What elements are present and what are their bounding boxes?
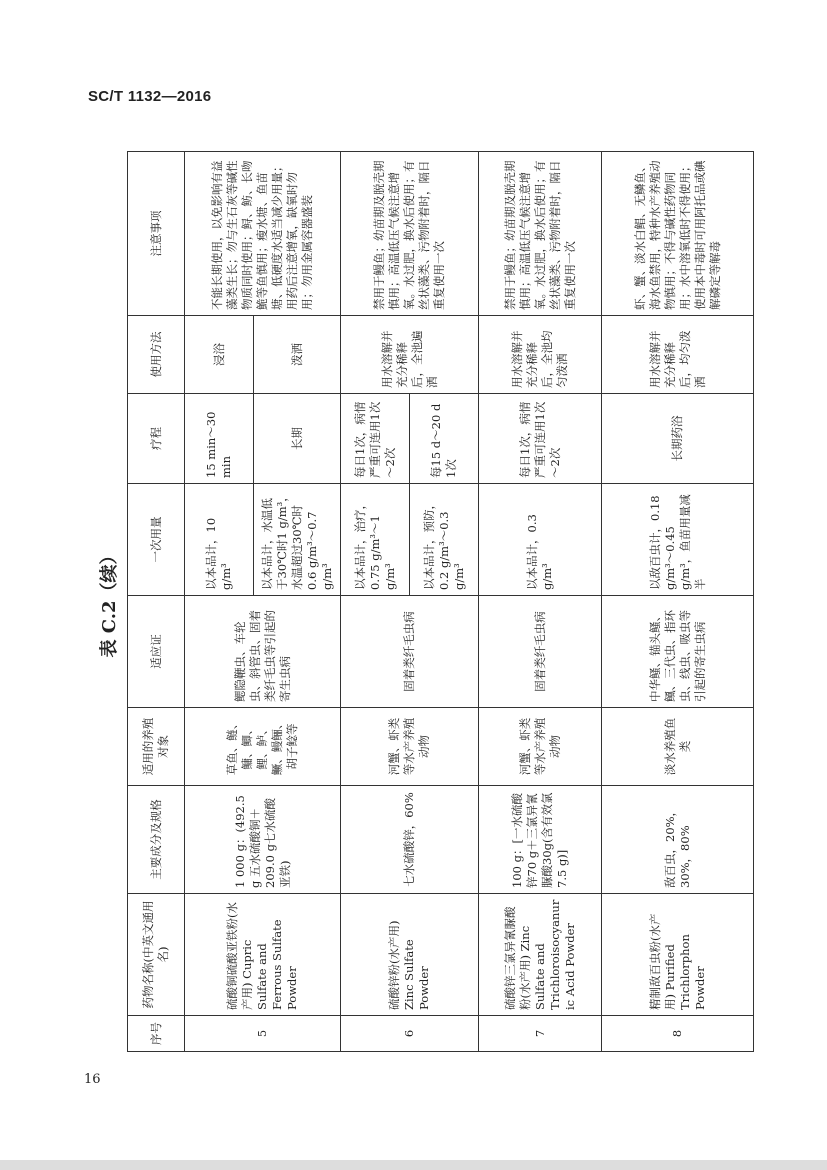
cell-name: 精制敌百虫粉(水产用) Purified Trichlorphon Powder [602, 894, 754, 1016]
col-header-composition: 主要成分及规格 [128, 786, 185, 894]
cell-indication: 固着类纤毛虫病 [479, 596, 602, 708]
cell-dose: 以本品计，水温低于30℃时1 g/m³，水温超过30℃时0.6 g/m³～0.7 g/m³ [254, 484, 341, 596]
table-header-row [128, 152, 185, 1052]
cell-no: 8 [602, 1016, 754, 1052]
col-header-notes: 注意事项 [128, 152, 185, 316]
cell-course: 每日1次，病情严重可连用1次～2次 [341, 394, 410, 484]
cell-dose: 以敌百虫计，0.18 g/m³～0.45 g/m³，鱼苗用量减半 [602, 484, 754, 596]
table-row [479, 152, 602, 1052]
table-title: 表 C.2（续） [99, 546, 120, 658]
col-header-dose: 一次用量 [128, 484, 185, 596]
cell-course: 每15 d～20 d 1次 [410, 394, 479, 484]
cell-course: 长期 [254, 394, 341, 484]
cell-no: 5 [185, 1016, 341, 1052]
cell-notes: 禁用于鳗鱼；幼苗期及脱壳期慎用；高温低压气候注意增氧。水过肥，换水后使用；有丝状藻类、污物附着时，隔日重复使用一次 [341, 152, 479, 316]
cell-target: 淡水养殖鱼类 [602, 708, 754, 786]
cell-method: 用水溶解并充分稀释后，全池遍洒 [341, 316, 479, 394]
cell-no: 6 [341, 1016, 479, 1052]
cell-course: 每日1次，病情严重可连用1次～2次 [479, 394, 602, 484]
cell-dose: 以本品计，预防，0.2 g/m³～0.3 g/m³ [410, 484, 479, 596]
col-header-course: 疗程 [128, 394, 185, 484]
col-header-name: 药物名称(中英文通用名) [128, 894, 185, 1016]
col-header-target: 适用的养殖对象 [128, 708, 185, 786]
cell-course: 15 min～30 min [185, 394, 254, 484]
table-row [185, 152, 254, 1052]
cell-method: 用水溶解并充分稀释后，全池均匀泼洒 [479, 316, 602, 394]
cell-method: 浸浴 [185, 316, 254, 394]
bottom-divider [0, 1160, 827, 1170]
cell-target: 草鱼、鲢、鳙、鲫、鲤、鲈、鳜、鳗鲡、胡子鲶等 [185, 708, 341, 786]
cell-name: 硫酸锌三氯异氰脲酸粉(水产用) Zinc Sulfate and Trichloroisocyanuric Acid Powder [479, 894, 602, 1016]
drug-table [127, 151, 754, 1052]
cell-composition: 敌百虫，20%，30%，80% [602, 786, 754, 894]
table-row [341, 152, 410, 1052]
cell-target: 河蟹、虾类等水产养殖动物 [479, 708, 602, 786]
cell-course: 长期药浴 [602, 394, 754, 484]
cell-dose: 以本品计，0.3 g/m³ [479, 484, 602, 596]
cell-name: 硫酸铜硫酸亚铁粉(水产用) Cupric Sulfate and Ferrous Sulfate Powder [185, 894, 341, 1016]
cell-target: 河蟹、虾类等水产养殖动物 [341, 708, 479, 786]
rotated-table-area [97, 152, 747, 1052]
cell-composition: 七水硫酸锌，60% [341, 786, 479, 894]
col-header-method: 使用方法 [128, 316, 185, 394]
cell-indication: 中华鳋、锚头鳋、鲺、三代虫、指环虫、线虫、吸虫等引起的寄生虫病 [602, 596, 754, 708]
page-number: 16 [84, 1072, 101, 1087]
col-header-indication: 适应证 [128, 596, 185, 708]
cell-dose: 以本品计，治疗，0.75 g/m³～1 g/m³ [341, 484, 410, 596]
table-row [602, 152, 754, 1052]
cell-indication: 鳃隐鞭虫、车轮虫、斜管虫、固着类纤毛虫等引起的寄生虫病 [185, 596, 341, 708]
cell-notes: 不能长期使用，以免影响有益藻类生长；勿与生石灰等碱性物质同时使用；鲟、鲂、长吻鮠等鱼慎用；瘦水塘、鱼苗塘、低硬度水适当减少用量；用药后注意增氧，缺氧时勿用；勿用金属容器盛装 [185, 152, 341, 316]
cell-name: 硫酸锌粉(水产用) Zinc Sulfate Powder [341, 894, 479, 1016]
cell-indication: 固着类纤毛虫病 [341, 596, 479, 708]
cell-no: 7 [479, 1016, 602, 1052]
standard-code-header: SC/T 1132—2016 [88, 88, 212, 105]
cell-dose: 以本品计，10 g/m³ [185, 484, 254, 596]
cell-method: 泼洒 [254, 316, 341, 394]
cell-composition: 1 000 g：(492.5 g 五水硫酸铜＋209.0 g七水硫酸亚铁) [185, 786, 341, 894]
cell-notes: 禁用于鳗鱼；幼苗期及脱壳期慎用；高温低压气候注意增氧。水过肥，换水后使用；有丝状藻类、污物附着时，隔日重复使用一次 [479, 152, 602, 316]
cell-method: 用水溶解并充分稀释后，均匀泼洒 [602, 316, 754, 394]
cell-notes: 虾、蟹、淡水白鲳、无鳞鱼、海水鱼禁用，特种水产养殖动物慎用；不得与碱性药物同用；水中溶氧低时不得使用；使用本中毒时可用阿托品或碘解磷定等解毒 [602, 152, 754, 316]
cell-composition: 100 g：[一水硫酸锌70 g＋三氯异氰脲酸30g(含有效氯7.5 g)] [479, 786, 602, 894]
col-header-no: 序号 [128, 1016, 185, 1052]
